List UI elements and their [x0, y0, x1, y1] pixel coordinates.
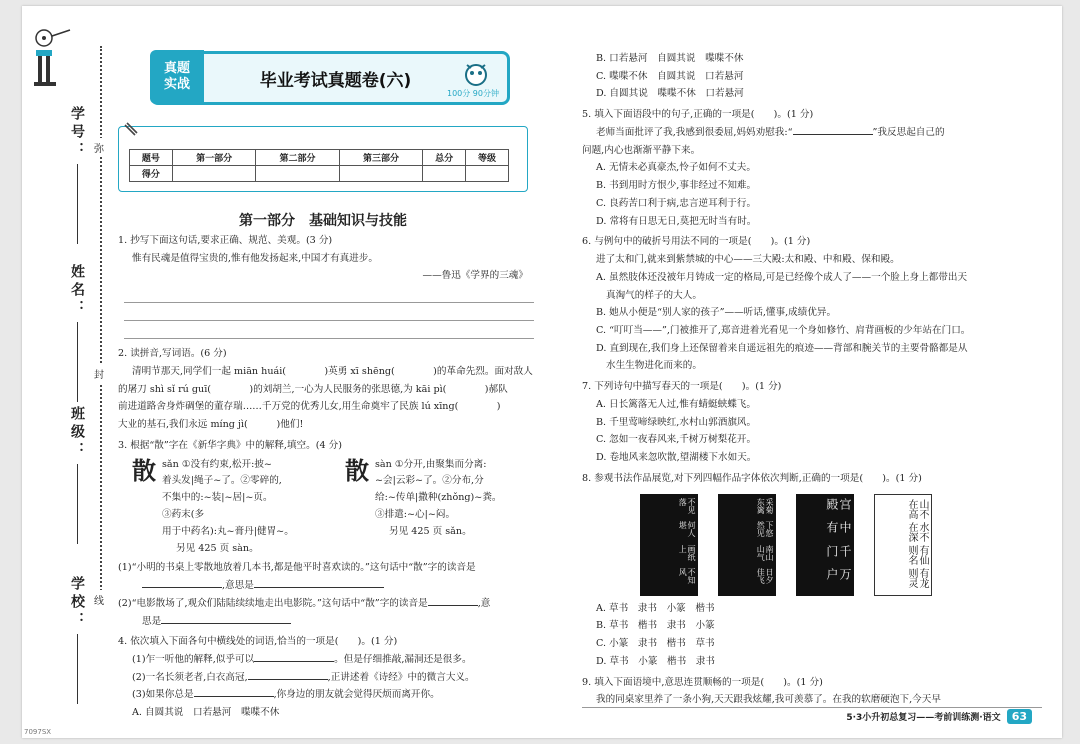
- score-cell[interactable]: [423, 166, 466, 182]
- option-d[interactable]: D. 常将有日思无日,莫把无时当有时。: [596, 215, 757, 227]
- seal-word-mi: 弥: [94, 138, 104, 157]
- calligraphy-cursive: 不见落 何人堪 画纸上 不知风: [640, 494, 698, 596]
- writing-line[interactable]: [124, 307, 534, 321]
- option-c[interactable]: C. “叮叮当——”,门被推开了,郑音进着光看见一个身如修竹、肩背画板的少年站在门口。: [596, 325, 971, 337]
- question-7: 7. 下列诗句中描写春天的一项是( )。(1 分) A. 日长篱落无人过,惟有蜻蜓蛱蝶飞。 B. 千里莺啼绿映红,水村山郭酒旗风。 C. 忽如一夜春风来,千树万树梨花开。 D. 卷地风来忽吹散,望湖楼下水如天。: [582, 378, 1012, 467]
- score-cell[interactable]: [256, 166, 339, 182]
- school-label: 学校：: [69, 576, 85, 630]
- answer-blank[interactable]: [254, 661, 334, 662]
- score-header: 第三部分: [339, 150, 422, 166]
- option-a[interactable]: A. 日长篱落无人过,惟有蜻蜓蛱蝶飞。: [596, 398, 756, 410]
- option-b[interactable]: B. 千里莺啼绿映红,水村山郭酒旗风。: [596, 416, 757, 428]
- exam-title: 毕业考试真题卷(六): [259, 70, 412, 91]
- option-a[interactable]: A. 虽然肢体还没被年月铸成一定的格局,可是已经像个成人了——一个脸上身上都带出天: [596, 271, 968, 283]
- seal-word-feng: 封: [94, 364, 104, 383]
- question-4: 4. 依次填入下面各句中横线处的词语,恰当的一项是( )。(1 分) (1)乍一听他的解释,似乎可以 。但是仔细推敲,漏洞还是很多。 (2)一名长须老者,白衣高冠, ,正讲述着《诗经》中的微言大义。 (3)如果你总是 ,你身边的朋友就会觉得厌烦而离开你。 A. 自圆其说 口若悬河 喋喋不休: [118, 633, 548, 722]
- footer-rule: [582, 707, 1042, 708]
- question-5: 5. 填入下面语段中的句子,正确的一项是( )。(1 分) 老师当面批评了我,我感到很委屈,妈妈劝慰我:“ ”我反思起自己的 问题,内心也渐渐平静下来。 A. 无情未必真豪杰,怜子如何不丈夫。 B. 书到用时方恨少,事非经过不知难。 C. 良药苦口利于病,忠言逆耳利于行。 D. 常将有日思无日,莫把无时当有时。: [582, 106, 1012, 230]
- score-table-box: [118, 126, 528, 192]
- answer-blank[interactable]: [793, 134, 873, 135]
- option-c[interactable]: C. 忽如一夜春风来,千树万树梨花开。: [596, 434, 757, 446]
- option-b[interactable]: B. 她从小便是“别人家的孩子”——听话,懂事,成绩优异。: [596, 307, 837, 319]
- left-column: [118, 232, 548, 725]
- question-6: 6. 与例句中的破折号用法不同的一项是( )。(1 分) 进了太和门,就来到紫禁城的中心——三大殿:太和殿、中和殿、保和殿。 A. 虽然肢体还没被年月铸成一定的格局,可是已经像个成人了——一个脸上身上都带出天 真淘气的样子的大人。 B. 她从小便是“别人家的孩子”——听话,懂事,成绩优异。 C. “叮叮当——”,门被推开了,郑音进着光看见一个身如修竹、肩背画板的少年站在门口。 D. 直到现在,我们身上还保留着来自遥远祖先的痕迹——背部和腕关节的主要骨骼都是从 水生生物进化而来的。: [582, 233, 1012, 375]
- score-header: 第一部分: [172, 150, 255, 166]
- dictionary-entry-san3: 散 sǎn ①没有约束,松开:披~ 着头发|绳子~了。②零碎的, 不集中的:~装|~居|~页。 ③药末(多 用于中药名):丸~膏丹|健胃~。 另见 425 页 sàn。: [132, 455, 294, 554]
- print-code: 7097SX: [24, 728, 52, 736]
- answer-blank[interactable]: [142, 587, 222, 588]
- score-table: [129, 149, 509, 182]
- option-c[interactable]: C. 良药苦口利于病,忠言逆耳利于行。: [596, 197, 757, 209]
- score-cell[interactable]: [172, 166, 255, 182]
- section-title: 第一部分 基础知识与技能: [239, 213, 407, 229]
- question-2: 2. 读拼音,写词语。(6 分) 清明节那天,同学们一起 miān huái( )英勇 xī shēng( )的革命先烈。面对敌人 的屠刀 shì sǐ rú guī( )的刘胡兰,一心为人民服务的张思德,为 kāi pì( )郝队 前进道路舍身炸碉堡的董存瑞……千万党的优秀儿女,用生命奠牢了民族 lú xīng( ) 大业的基石,我们永远 míng jì( )他们!: [118, 348, 533, 431]
- school-field[interactable]: [52, 576, 102, 704]
- writing-line[interactable]: [124, 325, 534, 339]
- calligraphy-works: [640, 494, 1012, 596]
- score-cell[interactable]: [339, 166, 422, 182]
- answer-blank[interactable]: [248, 679, 328, 680]
- answer-blank[interactable]: [194, 696, 274, 697]
- calligraphy-regular: 采菊东篱 下悠然见 南山山气 日夕佳飞: [718, 494, 776, 596]
- writing-line[interactable]: [124, 289, 534, 303]
- score-header: 题号: [130, 150, 173, 166]
- option-d[interactable]: D. 草书 小篆 楷书 隶书: [596, 655, 715, 667]
- exam-title-banner: [150, 51, 510, 105]
- option-c[interactable]: C. 喋喋不休 自圆其说 口若悬河: [596, 70, 744, 82]
- exam-meta: 100分 90分钟: [447, 89, 499, 98]
- question-1: 1. 抄写下面这句话,要求正确、规范、美观。(3 分) 惟有民魂是值得宝贵的,惟有他发扬起来,中国才有真进步。 ——鲁迅《学界的三魂》: [118, 232, 548, 339]
- score-cell[interactable]: [466, 166, 509, 182]
- paperclip-icon: [121, 121, 141, 141]
- option-d[interactable]: D. 直到现在,我们身上还保留着来自遥远祖先的痕迹——背部和腕关节的主要骨骼都是从: [596, 342, 968, 354]
- option-a[interactable]: A. 无情未必真豪杰,怜子如何不丈夫。: [596, 162, 756, 174]
- question-9: 9. 填入下面语境中,意思连贯顺畅的一项是( )。(1 分) 我的同桌家里养了一条小狗,天天跟我炫耀,我可羡慕了。在我的软磨硬泡下,今天早: [582, 676, 941, 706]
- option-a[interactable]: A. 草书 隶书 小篆 楷书: [596, 602, 715, 614]
- calligraphy-clerical: 宫殿 中有 千门 万户: [796, 494, 854, 596]
- option-b[interactable]: B. 草书 楷书 隶书 小篆: [596, 620, 715, 632]
- example-sentence: 进了太和门,就来到紫禁城的中心——三大殿:太和殿、中和殿、保和殿。: [596, 254, 900, 266]
- question-3: 3. 根据“散”字在《新华字典》中的解释,填空。(4 分) 散 sǎn ①没有约束,松开:披~ 着头发|绳子~了。②零碎的, 不集中的:~装|~居|~页。 ③药末(多 用于中药名):丸~膏丹|健胃~。 另见 425 页 sàn。 散 sàn ①分开,由聚集而分离: ~会|云彩~了。②分布,分 给:~传单|撒种(zhǒng)~粪。 ③排遣:~心|~闷。 另见 425 页 sǎn。 (1)“小明的书桌上零散地放着几本书,都是他平时喜欢读的。”这句话中“散”字的读音是 ,意思是 (2)“电影散场了,观众们陆陆续续地走出电影院。”这句话中“散”字的读音是 ,意 思是: [118, 437, 548, 630]
- name-label: 姓名：: [69, 264, 85, 318]
- option-b[interactable]: B. 书到用时方恨少,事非经过不知难。: [596, 180, 757, 192]
- answer-blank[interactable]: [161, 623, 291, 624]
- score-header: 等级: [466, 150, 509, 166]
- clock-icon: [461, 61, 491, 87]
- option-c[interactable]: C. 小篆 隶书 楷书 草书: [596, 638, 715, 650]
- class-field[interactable]: [52, 406, 102, 544]
- question-4-continued: [582, 50, 1012, 103]
- name-field[interactable]: [52, 264, 102, 402]
- dictionary-entries: [132, 457, 548, 558]
- seal-word-xian: 线: [94, 590, 104, 609]
- option-b[interactable]: B. 口若悬河 自圆其说 喋喋不休: [596, 53, 744, 64]
- real-exam-badge: 真题 实战: [150, 50, 204, 104]
- quote-source: ——鲁迅《学界的三魂》: [422, 270, 528, 282]
- score-header: 第二部分: [256, 150, 339, 166]
- exam-sheet: [22, 6, 1062, 738]
- page-number: 63: [1007, 709, 1032, 724]
- student-id-field[interactable]: [52, 106, 102, 244]
- score-header: 总分: [423, 150, 466, 166]
- mascot-icon: [32, 24, 72, 94]
- student-id-label: 学号：: [69, 106, 85, 160]
- answer-blank[interactable]: [428, 605, 478, 606]
- series-title: 5·3小升初总复习——考前训练测·语文: [846, 713, 1001, 723]
- page-footer: [846, 709, 1032, 724]
- class-label: 班级：: [69, 406, 85, 460]
- dictionary-entry-san4: 散 sàn ①分开,由聚集而分离: ~会|云彩~了。②分布,分 给:~传单|撒种(zhǒng)~粪。 ③排遣:~心|~闷。 另见 425 页 sǎn。: [345, 455, 502, 537]
- option-a[interactable]: A. 自圆其说 口若悬河 喋喋不休: [132, 707, 280, 719]
- quote-text: 惟有民魂是值得宝贵的,惟有他发扬起来,中国才有真进步。: [132, 252, 378, 264]
- option-d[interactable]: D. 自圆其说 喋喋不休 口若悬河: [596, 88, 744, 100]
- answer-blank[interactable]: [254, 587, 384, 588]
- right-column: [582, 50, 1012, 712]
- question-8: 8. 参观书法作品展览,对下列四幅作品字体依次判断,正确的一项是( )。(1 分) 不见落 何人堪 画纸上 不知风 采菊东篱 下悠然见 南山山气 日夕佳飞 宫殿 中有 千门 万户 山不在高 水不在深 有仙则名 有龙则灵 A. 草书 隶书 小篆 楷书 B. 草书 楷书 隶书 小篆 C. 小篆 隶书 楷书 草书 D. 草书 小篆 楷书 隶书: [582, 470, 1012, 671]
- calligraphy-seal: 山不在高 水不在深 有仙则名 有龙则灵: [874, 494, 932, 596]
- score-row-label: 得分: [130, 166, 173, 182]
- option-d[interactable]: D. 卷地风来忽吹散,望湖楼下水如天。: [596, 452, 757, 464]
